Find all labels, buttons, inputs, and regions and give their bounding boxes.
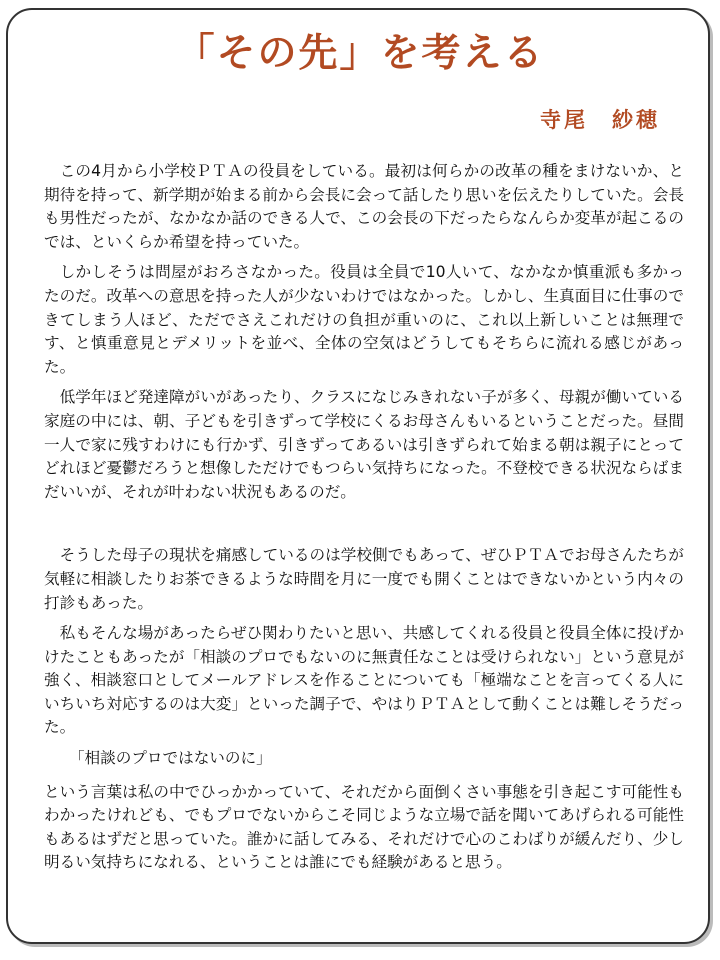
author-name: 寺尾 紗穂 — [540, 108, 660, 132]
paragraph: という言葉は私の中でひっかかっていて、それだから面倒くさい事態を引き起こす可能性もわかったけれども、でもプロでないからこそ同じような立場で話を聞いてあげられる可能性もあるはずだと思っていた。誰かに話してみる、それだけで心のこわばりが緩んだり、少し明るい気持ちになれる、ということは誰にでも経験があると思う。 — [44, 782, 684, 872]
paragraph: この4月から小学校ＰＴＡの役員をしている。最初は何らかの改革の種をまけないか、と期待を持って、新学期が始まる前から会長に会って話したり思いを伝えたりしていた。会長も男性だったが、なかなか話のできる人で、この会長の下だったらなんらか変革が起こるのでは、といくらか希望を持っていた。 — [44, 162, 684, 251]
paragraph: 低学年ほど発達障がいがあったり、クラスになじみきれない子が多く、母親が働いている家庭の中には、朝、子どもを引きずって学校にくるお母さんもいるということだった。昼間一人で家に残すわけにも行かず、引きずってあるいは引きずられて始まる朝は親子にとってどれほど憂鬱だろうと想像しただけでもつらい気持ちになった。不登校できる状況ならばまだいいが、それが叶わない状況もあるのだ。 — [44, 388, 684, 501]
article-body — [44, 160, 684, 882]
paragraph: 私もそんな場があったらぜひ関わりたいと思い、共感してくれる役員と役員全体に投げかけたこともあったが「相談のプロでもないのに無責任なことは受けられない」という意見が強く、相談窓口としてメールアドレスを作ることについても「極端なことを言ってくる人にいちいち対応するのは大変」といった調子で、やはりＰＴＡとして動くことは難しそうだった。 — [44, 624, 684, 737]
paragraph: しかしそうは問屋がおろさなかった。役員は全員で10人いて、なかなか慎重派も多かったのだ。改革への意思を持った人が少ないわけではなかった。しかし、生真面目に仕事のできてしまう人ほど、ただでさえこれだけの負担が重いのに、これ以上新しいことは無理です、と慎重意見とデメリットを並べ、全体の空気はどうしてもそちらに流れる感じがあった。 — [44, 263, 684, 376]
article-title: 「その先」を考える — [175, 31, 545, 76]
paragraph: そうした母子の現状を痛感しているのは学校側でもあって、ぜひＰＴＡでお母さんたちが気軽に相談したりお茶できるような時間を月に一度でも開くことはできないかという内々の打診もあった。 — [44, 546, 684, 612]
quoted-line: 「相談のプロではないのに」 — [68, 749, 272, 768]
